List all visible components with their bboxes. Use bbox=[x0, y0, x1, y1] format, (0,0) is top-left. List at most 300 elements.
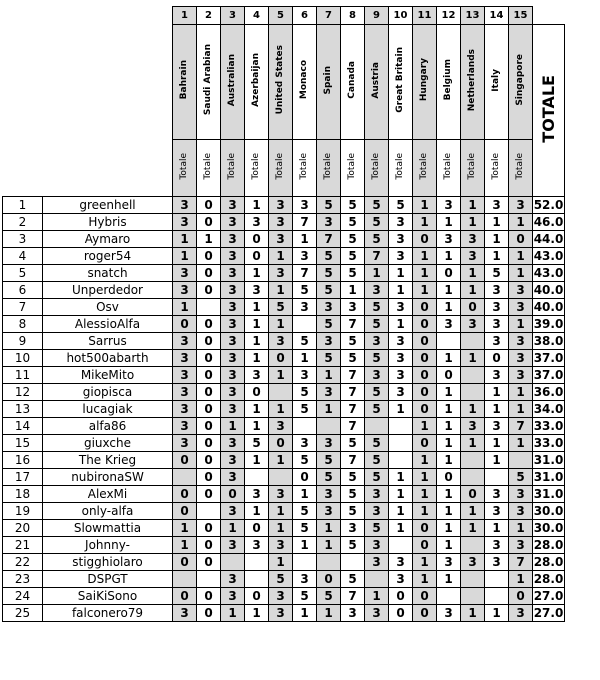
race-number: 8 bbox=[341, 7, 365, 25]
points-cell: 3 bbox=[389, 554, 413, 571]
player-name-cell: giuxche bbox=[43, 435, 173, 452]
race-name-cell bbox=[245, 25, 269, 140]
points-cell: 3 bbox=[293, 435, 317, 452]
column-label: Totale bbox=[419, 152, 429, 180]
points-cell: 3 bbox=[221, 265, 245, 282]
points-cell: 0 bbox=[413, 350, 437, 367]
points-cell: 5 bbox=[341, 265, 365, 282]
column-label: Totale bbox=[203, 152, 213, 180]
points-cell: 3 bbox=[221, 452, 245, 469]
points-cell: 1 bbox=[461, 197, 485, 214]
points-cell: 3 bbox=[221, 214, 245, 231]
points-cell: 0 bbox=[245, 248, 269, 265]
points-cell: 1 bbox=[317, 367, 341, 384]
player-name-cell: The Krieg bbox=[43, 452, 173, 469]
points-cell: 1 bbox=[485, 384, 509, 401]
race-name-cell bbox=[509, 25, 533, 140]
points-cell: 0 bbox=[173, 452, 197, 469]
points-cell: 1 bbox=[245, 605, 269, 622]
rank-cell: 6 bbox=[3, 282, 43, 299]
points-cell: 1 bbox=[485, 435, 509, 452]
points-cell: 3 bbox=[509, 486, 533, 503]
column-label: Totale bbox=[179, 152, 189, 180]
points-cell: 1 bbox=[269, 367, 293, 384]
points-cell: 5 bbox=[317, 588, 341, 605]
race-name: Australian bbox=[227, 53, 237, 107]
column-label-cell bbox=[341, 140, 365, 197]
points-cell: 0 bbox=[197, 486, 221, 503]
points-cell: 5 bbox=[341, 248, 365, 265]
points-cell: 1 bbox=[485, 520, 509, 537]
points-cell: 1 bbox=[245, 197, 269, 214]
points-cell bbox=[461, 469, 485, 486]
points-cell: 3 bbox=[485, 537, 509, 554]
player-name-cell: lucagiak bbox=[43, 401, 173, 418]
points-cell: 1 bbox=[509, 520, 533, 537]
points-cell: 1 bbox=[389, 520, 413, 537]
points-cell: 3 bbox=[269, 197, 293, 214]
rank-cell: 15 bbox=[3, 435, 43, 452]
total-cell: 30.0 bbox=[533, 504, 564, 518]
points-cell: 1 bbox=[461, 265, 485, 282]
points-cell: 3 bbox=[269, 537, 293, 554]
points-cell: 3 bbox=[269, 588, 293, 605]
rank-cell: 25 bbox=[3, 605, 43, 622]
points-cell: 3 bbox=[389, 350, 413, 367]
points-cell: 3 bbox=[341, 605, 365, 622]
table-row bbox=[3, 282, 565, 299]
points-cell: 1 bbox=[365, 265, 389, 282]
points-cell: 3 bbox=[221, 401, 245, 418]
points-cell: 3 bbox=[365, 486, 389, 503]
points-cell: 1 bbox=[485, 231, 509, 248]
points-cell: 3 bbox=[269, 605, 293, 622]
race-number: 11 bbox=[413, 7, 437, 25]
race-name: Austria bbox=[371, 61, 381, 99]
points-cell: 3 bbox=[293, 197, 317, 214]
points-cell: 3 bbox=[245, 486, 269, 503]
points-cell: 1 bbox=[389, 503, 413, 520]
points-cell: 3 bbox=[389, 248, 413, 265]
column-label: Totale bbox=[251, 152, 261, 180]
points-cell: 7 bbox=[509, 418, 533, 435]
points-cell: 1 bbox=[245, 401, 269, 418]
rank-cell: 10 bbox=[3, 350, 43, 367]
player-name-cell: alfa86 bbox=[43, 418, 173, 435]
total-cell: 37.0 bbox=[533, 368, 564, 382]
points-cell: 3 bbox=[317, 503, 341, 520]
points-cell: 3 bbox=[173, 418, 197, 435]
points-cell: 5 bbox=[365, 469, 389, 486]
total-cell: 38.0 bbox=[533, 334, 564, 348]
points-cell bbox=[485, 588, 509, 605]
points-cell: 3 bbox=[173, 265, 197, 282]
points-cell: 3 bbox=[485, 554, 509, 571]
rank-cell: 11 bbox=[3, 367, 43, 384]
points-cell: 1 bbox=[437, 435, 461, 452]
points-cell: 1 bbox=[269, 520, 293, 537]
points-cell: 5 bbox=[293, 333, 317, 350]
points-cell: 3 bbox=[317, 214, 341, 231]
points-cell: 0 bbox=[437, 469, 461, 486]
points-cell: 0 bbox=[197, 367, 221, 384]
points-cell: 1 bbox=[509, 571, 533, 588]
race-name-cell bbox=[197, 25, 221, 140]
points-cell bbox=[461, 537, 485, 554]
points-cell: 0 bbox=[413, 588, 437, 605]
points-cell: 3 bbox=[221, 384, 245, 401]
race-name: Azerbaijan bbox=[251, 53, 261, 107]
points-cell: 1 bbox=[293, 537, 317, 554]
total-cell: 44.0 bbox=[533, 232, 564, 246]
points-cell: 0 bbox=[197, 248, 221, 265]
points-cell: 0 bbox=[197, 588, 221, 605]
total-cell: 43.0 bbox=[533, 249, 564, 263]
points-cell: 3 bbox=[485, 197, 509, 214]
points-cell: 3 bbox=[221, 333, 245, 350]
points-cell: 3 bbox=[365, 282, 389, 299]
points-cell: 1 bbox=[437, 350, 461, 367]
race-number: 15 bbox=[509, 7, 533, 25]
points-cell: 3 bbox=[221, 231, 245, 248]
race-number: 10 bbox=[389, 7, 413, 25]
points-cell: 5 bbox=[245, 435, 269, 452]
points-cell: 1 bbox=[173, 520, 197, 537]
column-label: Totale bbox=[443, 152, 453, 180]
rank-cell: 1 bbox=[3, 197, 43, 214]
points-cell: 1 bbox=[485, 452, 509, 469]
column-label: Totale bbox=[299, 152, 309, 180]
points-cell: 1 bbox=[461, 282, 485, 299]
race-name: Belgium bbox=[443, 59, 453, 101]
points-cell: 0 bbox=[389, 588, 413, 605]
points-cell: 3 bbox=[341, 520, 365, 537]
table-row bbox=[3, 503, 565, 520]
points-cell: 0 bbox=[197, 418, 221, 435]
points-cell: 0 bbox=[197, 282, 221, 299]
points-cell: 1 bbox=[389, 469, 413, 486]
points-cell: 1 bbox=[413, 571, 437, 588]
points-cell bbox=[389, 537, 413, 554]
points-cell: 1 bbox=[293, 231, 317, 248]
race-name: Hungary bbox=[419, 58, 429, 102]
points-cell: 1 bbox=[509, 384, 533, 401]
rank-cell: 20 bbox=[3, 520, 43, 537]
points-cell: 1 bbox=[245, 418, 269, 435]
points-cell bbox=[269, 469, 293, 486]
points-cell: 1 bbox=[245, 350, 269, 367]
points-cell: 1 bbox=[413, 418, 437, 435]
column-label-cell bbox=[461, 140, 485, 197]
corner-blank bbox=[3, 7, 173, 197]
points-cell: 3 bbox=[317, 299, 341, 316]
total-cell: 30.0 bbox=[533, 521, 564, 535]
points-cell bbox=[293, 316, 317, 333]
points-cell: 1 bbox=[413, 503, 437, 520]
points-cell: 1 bbox=[509, 401, 533, 418]
points-cell: 7 bbox=[509, 554, 533, 571]
points-cell: 1 bbox=[245, 316, 269, 333]
column-label-cell bbox=[197, 140, 221, 197]
points-cell: 3 bbox=[365, 333, 389, 350]
player-name-cell: giopisca bbox=[43, 384, 173, 401]
points-cell: 0 bbox=[197, 214, 221, 231]
points-cell: 7 bbox=[317, 231, 341, 248]
rank-cell: 9 bbox=[3, 333, 43, 350]
race-name-cell bbox=[365, 25, 389, 140]
points-cell: 1 bbox=[413, 265, 437, 282]
race-name-cell bbox=[173, 25, 197, 140]
points-cell: 3 bbox=[485, 367, 509, 384]
points-cell bbox=[461, 452, 485, 469]
points-cell: 1 bbox=[221, 520, 245, 537]
points-cell: 1 bbox=[245, 299, 269, 316]
points-cell: 0 bbox=[197, 197, 221, 214]
points-cell: 0 bbox=[173, 503, 197, 520]
points-cell: 1 bbox=[389, 316, 413, 333]
race-name-cell bbox=[317, 25, 341, 140]
total-cell: 28.0 bbox=[533, 538, 564, 552]
points-cell: 0 bbox=[413, 401, 437, 418]
points-cell bbox=[221, 554, 245, 571]
points-cell: 1 bbox=[221, 418, 245, 435]
points-cell: 5 bbox=[365, 520, 389, 537]
total-cell: 37.0 bbox=[533, 351, 564, 365]
rank-cell: 3 bbox=[3, 231, 43, 248]
points-cell: 5 bbox=[317, 248, 341, 265]
rank-cell: 5 bbox=[3, 265, 43, 282]
points-cell: 1 bbox=[437, 537, 461, 554]
points-cell: 5 bbox=[317, 452, 341, 469]
rank-cell: 2 bbox=[3, 214, 43, 231]
points-cell: 5 bbox=[365, 401, 389, 418]
player-name-cell: snatch bbox=[43, 265, 173, 282]
points-cell: 3 bbox=[389, 299, 413, 316]
points-cell: 3 bbox=[461, 231, 485, 248]
race-number: 6 bbox=[293, 7, 317, 25]
points-cell: 3 bbox=[461, 248, 485, 265]
points-cell: 5 bbox=[317, 469, 341, 486]
player-name-cell: AlexMi bbox=[43, 486, 173, 503]
table-row bbox=[3, 418, 565, 435]
points-cell: 0 bbox=[245, 588, 269, 605]
race-name-cell bbox=[269, 25, 293, 140]
points-cell bbox=[317, 554, 341, 571]
player-name-cell: MikeMito bbox=[43, 367, 173, 384]
points-cell: 3 bbox=[221, 197, 245, 214]
points-cell: 7 bbox=[341, 588, 365, 605]
total-cell: 33.0 bbox=[533, 436, 564, 450]
race-name: Monaco bbox=[299, 60, 309, 100]
points-cell: 5 bbox=[365, 299, 389, 316]
points-cell: 3 bbox=[221, 248, 245, 265]
points-cell bbox=[365, 418, 389, 435]
points-cell: 1 bbox=[293, 486, 317, 503]
points-cell: 7 bbox=[341, 367, 365, 384]
points-cell: 1 bbox=[437, 384, 461, 401]
points-cell: 3 bbox=[221, 588, 245, 605]
race-name-cell bbox=[413, 25, 437, 140]
points-cell: 5 bbox=[341, 537, 365, 554]
points-cell: 7 bbox=[341, 418, 365, 435]
points-cell: 0 bbox=[413, 605, 437, 622]
points-cell: 0 bbox=[437, 265, 461, 282]
points-cell bbox=[461, 571, 485, 588]
points-cell: 0 bbox=[413, 333, 437, 350]
points-cell: 0 bbox=[485, 350, 509, 367]
points-cell: 3 bbox=[173, 384, 197, 401]
points-cell: 7 bbox=[341, 384, 365, 401]
column-label-cell bbox=[245, 140, 269, 197]
points-cell: 7 bbox=[341, 401, 365, 418]
player-name-cell: Aymaro bbox=[43, 231, 173, 248]
points-cell: 3 bbox=[485, 333, 509, 350]
points-cell: 1 bbox=[413, 248, 437, 265]
race-name-cell bbox=[293, 25, 317, 140]
rank-cell: 12 bbox=[3, 384, 43, 401]
player-name-cell: Slowmattia bbox=[43, 520, 173, 537]
player-name-cell: only-alfa bbox=[43, 503, 173, 520]
table-row bbox=[3, 333, 565, 350]
points-cell: 1 bbox=[509, 316, 533, 333]
race-name-cell bbox=[341, 25, 365, 140]
points-cell: 0 bbox=[197, 435, 221, 452]
points-cell: 1 bbox=[293, 605, 317, 622]
points-cell: 3 bbox=[317, 333, 341, 350]
race-number: 7 bbox=[317, 7, 341, 25]
player-name-cell: greenhell bbox=[43, 197, 173, 214]
points-cell: 0 bbox=[173, 588, 197, 605]
points-cell: 3 bbox=[341, 299, 365, 316]
points-cell: 1 bbox=[245, 503, 269, 520]
column-label-cell bbox=[389, 140, 413, 197]
column-label: Totale bbox=[275, 152, 285, 180]
player-name-cell: SaiKiSono bbox=[43, 588, 173, 605]
table-row bbox=[3, 316, 565, 333]
points-cell bbox=[341, 554, 365, 571]
total-cell: 28.0 bbox=[533, 555, 564, 569]
points-cell: 0 bbox=[293, 469, 317, 486]
player-name-cell: nubironaSW bbox=[43, 469, 173, 486]
table-row bbox=[3, 469, 565, 486]
points-cell: 1 bbox=[437, 401, 461, 418]
points-cell: 3 bbox=[365, 367, 389, 384]
rank-cell: 17 bbox=[3, 469, 43, 486]
points-cell: 1 bbox=[221, 605, 245, 622]
points-cell: 3 bbox=[317, 384, 341, 401]
table-header bbox=[3, 7, 565, 197]
points-cell: 5 bbox=[341, 197, 365, 214]
points-cell: 0 bbox=[413, 299, 437, 316]
rank-cell: 4 bbox=[3, 248, 43, 265]
points-cell: 7 bbox=[293, 265, 317, 282]
rank-cell: 13 bbox=[3, 401, 43, 418]
points-cell: 3 bbox=[509, 537, 533, 554]
points-cell: 0 bbox=[197, 401, 221, 418]
rank-cell: 24 bbox=[3, 588, 43, 605]
table-row bbox=[3, 214, 565, 231]
race-name: United States bbox=[275, 45, 285, 115]
points-cell: 3 bbox=[461, 418, 485, 435]
column-label: Totale bbox=[515, 152, 525, 180]
points-cell: 1 bbox=[413, 214, 437, 231]
points-cell: 3 bbox=[269, 214, 293, 231]
points-cell: 0 bbox=[413, 367, 437, 384]
points-cell: 1 bbox=[245, 452, 269, 469]
rank-cell: 16 bbox=[3, 452, 43, 469]
player-name-cell: Johnny- bbox=[43, 537, 173, 554]
points-cell: 3 bbox=[173, 401, 197, 418]
points-cell: 3 bbox=[365, 605, 389, 622]
points-cell: 0 bbox=[197, 316, 221, 333]
table-row bbox=[3, 197, 565, 214]
points-cell: 1 bbox=[437, 418, 461, 435]
points-cell: 1 bbox=[461, 605, 485, 622]
points-cell: 1 bbox=[437, 520, 461, 537]
player-name-cell: DSPGT bbox=[43, 571, 173, 588]
total-cell: 46.0 bbox=[533, 215, 564, 229]
points-cell: 5 bbox=[365, 214, 389, 231]
points-cell: 0 bbox=[413, 316, 437, 333]
points-cell: 5 bbox=[293, 503, 317, 520]
column-label: Totale bbox=[395, 152, 405, 180]
points-cell: 3 bbox=[365, 554, 389, 571]
points-cell: 1 bbox=[485, 214, 509, 231]
rank-cell: 23 bbox=[3, 571, 43, 588]
points-cell: 1 bbox=[269, 503, 293, 520]
table-row bbox=[3, 605, 565, 622]
points-cell: 5 bbox=[269, 299, 293, 316]
points-cell: 3 bbox=[245, 214, 269, 231]
points-cell: 3 bbox=[293, 248, 317, 265]
total-cell: 40.0 bbox=[533, 283, 564, 297]
points-cell: 1 bbox=[437, 452, 461, 469]
column-label-cell bbox=[293, 140, 317, 197]
race-name-cell bbox=[437, 25, 461, 140]
points-cell: 3 bbox=[317, 486, 341, 503]
table-row bbox=[3, 265, 565, 282]
column-label-cell bbox=[269, 140, 293, 197]
points-cell: 7 bbox=[293, 214, 317, 231]
points-cell bbox=[437, 588, 461, 605]
points-cell: 1 bbox=[437, 299, 461, 316]
points-cell: 3 bbox=[269, 486, 293, 503]
points-cell: 3 bbox=[221, 367, 245, 384]
points-cell: 5 bbox=[365, 350, 389, 367]
points-cell: 3 bbox=[389, 571, 413, 588]
race-name: Netherlands bbox=[467, 48, 477, 112]
points-cell: 0 bbox=[197, 384, 221, 401]
points-cell: 7 bbox=[341, 452, 365, 469]
race-number: 13 bbox=[461, 7, 485, 25]
points-cell: 5 bbox=[365, 316, 389, 333]
race-name: Spain bbox=[323, 65, 333, 95]
points-cell: 3 bbox=[173, 333, 197, 350]
points-cell: 5 bbox=[365, 197, 389, 214]
points-cell: 1 bbox=[389, 282, 413, 299]
points-cell: 0 bbox=[413, 537, 437, 554]
points-cell: 5 bbox=[365, 452, 389, 469]
points-cell: 0 bbox=[197, 469, 221, 486]
rank-cell: 18 bbox=[3, 486, 43, 503]
points-cell: 1 bbox=[461, 520, 485, 537]
points-cell: 0 bbox=[461, 299, 485, 316]
column-label: Totale bbox=[491, 152, 501, 180]
column-label-cell bbox=[485, 140, 509, 197]
points-cell: 3 bbox=[389, 333, 413, 350]
points-cell bbox=[485, 469, 509, 486]
points-cell bbox=[461, 588, 485, 605]
